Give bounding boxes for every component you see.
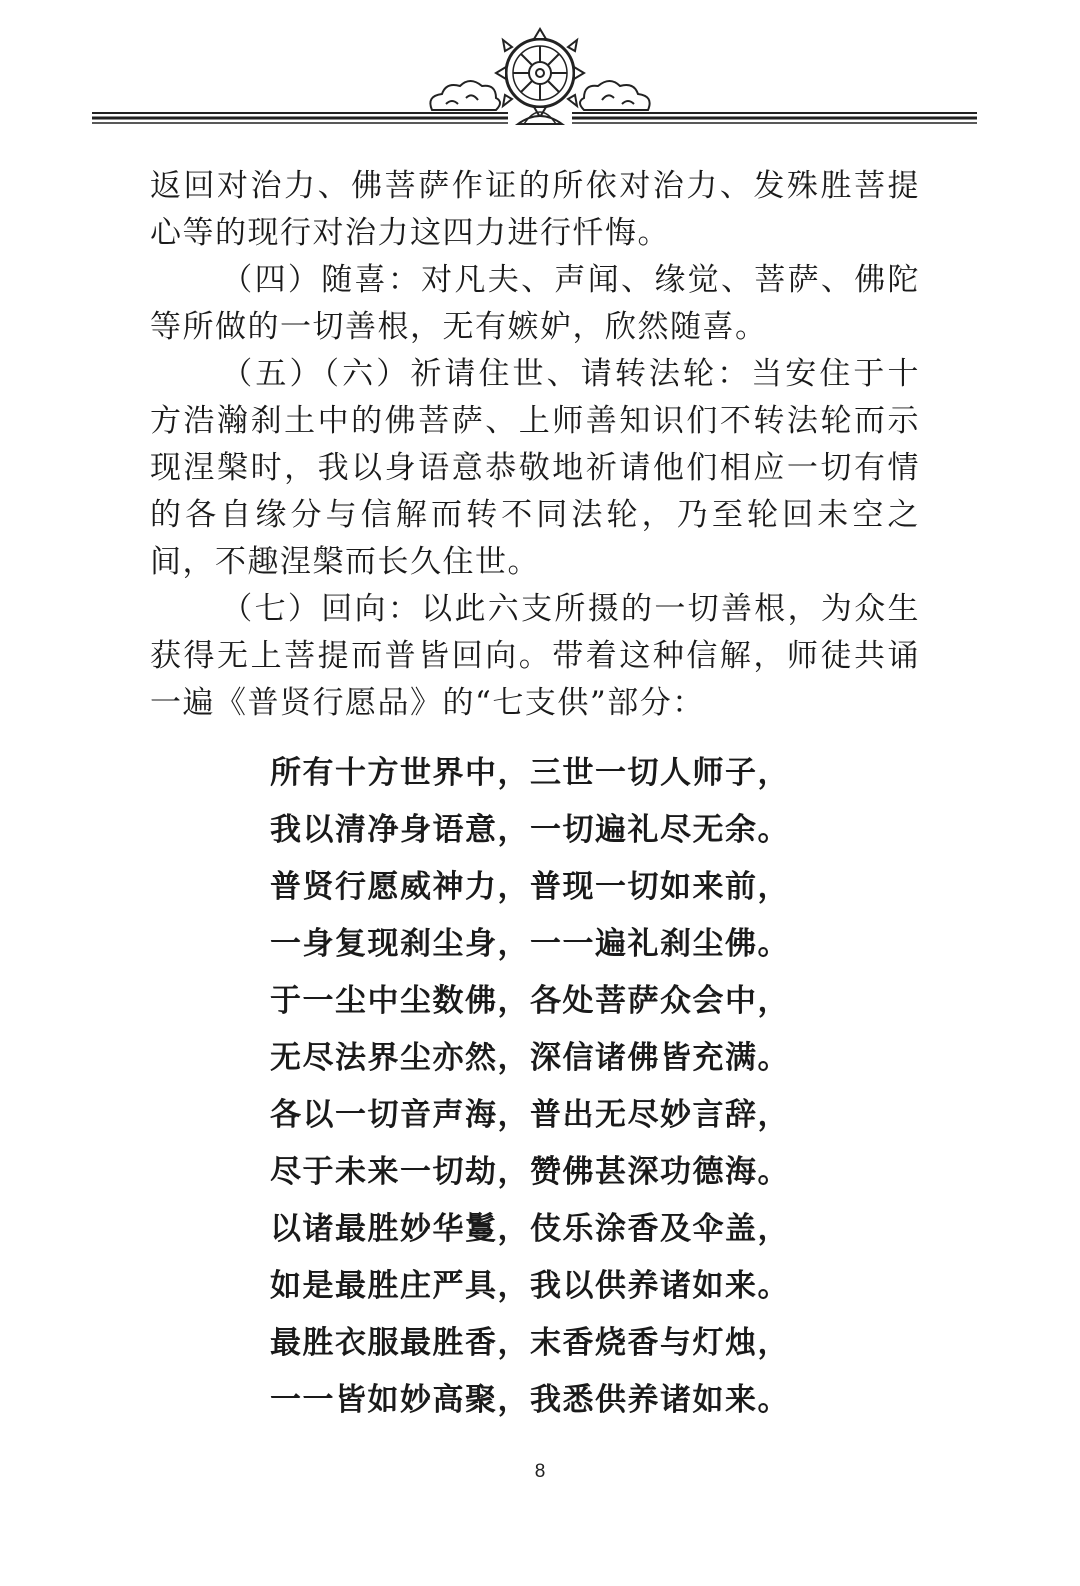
verse-line: 如是最胜庄严具，我以供养诸如来。 — [270, 1268, 790, 1304]
paragraph-rejoicing: （四）随喜：对凡夫、声闻、缘觉、菩萨、佛陀等所做的一切善根，无有嫉妒，欣然随喜。 — [150, 262, 920, 345]
verse-line: 最胜衣服最胜香，末香烧香与灯烛， — [270, 1325, 790, 1361]
page-number: 8 — [534, 1461, 546, 1482]
verse-line: 尽于未来一切劫，赞佛甚深功德海。 — [270, 1154, 790, 1190]
header-decoration — [0, 0, 1080, 140]
verse-line: 所有十方世界中，三世一切人师子， — [270, 755, 790, 791]
paragraph-requesting: （五）（六）祈请住世、请转法轮：当安住于十方浩瀚刹土中的佛菩萨、上师善知识们不转法轮而示现涅槃时，我以身语意恭敬地祈请他们相应一切有情的各自缘分与信解而转不同法轮，乃至轮回未空之间，不趣涅槃而长久住世。 — [150, 356, 920, 580]
body-paragraphs — [150, 163, 920, 727]
verse-line: 无尽法界尘亦然，深信诸佛皆充满。 — [270, 1040, 790, 1076]
verse-line: 以诸最胜妙华鬘，伎乐涂香及伞盖， — [270, 1211, 790, 1247]
paragraph-dedication: （七）回向：以此六支所摄的一切善根，为众生获得无上菩提而普皆回向。带着这种信解，师徒共诵一遍《普贤行愿品》的“七支供”部分： — [150, 591, 920, 721]
verse-line: 普贤行愿威神力，普现一切如来前， — [270, 869, 790, 905]
page-header-ornament — [0, 0, 1080, 140]
verse-line: 各以一切音声海，普出无尽妙言辞， — [270, 1097, 790, 1133]
cloud-right-icon — [580, 81, 650, 110]
paragraph-continuation: 返回对治力、佛菩萨作证的所依对治力、发殊胜菩提心等的现行对治力这四力进行忏悔。 — [150, 168, 920, 251]
verse-line: 于一尘中尘数佛，各处菩萨众会中， — [270, 983, 790, 1019]
verse-line: 我以清净身语意，一切遍礼尽无余。 — [270, 812, 790, 848]
verse-line: 一身复现刹尘身，一一遍礼刹尘佛。 — [270, 926, 790, 962]
cloud-left-icon — [430, 81, 500, 110]
verse-block — [270, 745, 870, 1429]
dharma-wheel-icon — [496, 29, 584, 124]
verse-line: 一一皆如妙高聚，我悉供养诸如来。 — [270, 1382, 790, 1418]
